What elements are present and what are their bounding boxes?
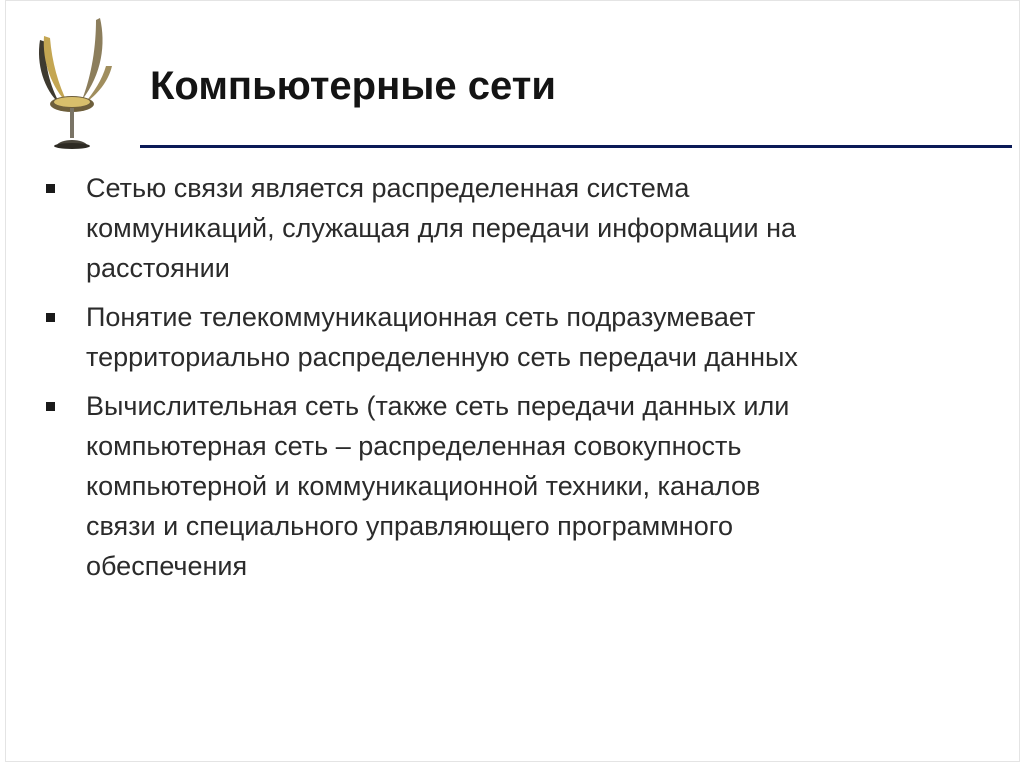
bullet-text-line: Понятие телекоммуникационная сеть подразумевает [86, 302, 756, 332]
logo-stem [70, 108, 74, 138]
bullet-item [40, 386, 1000, 586]
bullet-text-line: Вычислительная сеть (также сеть передачи данных или [86, 391, 790, 421]
bullet-square-icon [46, 313, 55, 322]
bullet-text-line: коммуникаций, служащая для передачи информации на [86, 213, 797, 243]
logo-base-shadow [54, 143, 90, 149]
bullet-text-line: компьютерной и коммуникационной техники, каналов [86, 471, 761, 501]
bullet-item [40, 168, 1000, 288]
slide-title: Компьютерные сети [150, 64, 556, 108]
globe-stand-logo-svg [26, 14, 126, 152]
bullet-item [40, 297, 1000, 377]
globe-stand-logo-icon [26, 14, 126, 152]
bullet-text-line: компьютерная сеть – распределенная совокупность [86, 431, 742, 461]
bullet-text-line: расстоянии [86, 253, 230, 283]
logo-cup-highlight [54, 97, 90, 107]
bullet-text-line: Сетью связи является распределенная система [86, 173, 690, 203]
bullet-text-line: связи и специального управляющего программного [86, 511, 733, 541]
bullet-text-line: территориально распределенную сеть передачи данных [86, 342, 798, 372]
bullet-square-icon [46, 184, 55, 193]
bullet-square-icon [46, 402, 55, 411]
title-underline-rule [140, 145, 1012, 148]
bullet-text-line: обеспечения [86, 551, 248, 581]
bullet-list [40, 168, 1000, 595]
